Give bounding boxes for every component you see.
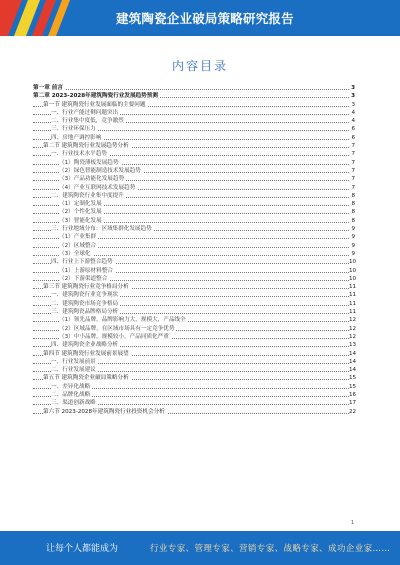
toc-entry[interactable] [33,333,355,341]
toc-entry[interactable] [33,316,355,324]
toc-entry-text: 四、行业上下游整合趋势 [51,259,113,266]
toc-entry-page: 11 [349,284,357,291]
toc-entry-text: （3）全球化 [59,250,91,257]
toc-entry-text: （2）区域整合 [59,242,97,249]
toc-entry-page: 8 [349,208,355,216]
table-of-contents [33,84,355,416]
toc-entry-page: 9 [349,225,355,233]
toc-entry[interactable] [33,341,355,349]
toc-entry[interactable] [33,175,355,183]
toc-entry-text: （3）智能化发展 [59,217,102,224]
toc-entry[interactable] [33,358,355,366]
toc-entry-text: 二、建筑陶瓷市场竞争格局 [51,300,119,307]
toc-entry-page: 12 [349,333,357,340]
toc-entry-text: （3）产品功能化发展趋势 [59,176,125,183]
toc-entry-page: 14 [349,358,357,365]
toc-entry-page: 6 [349,125,355,133]
toc-entry[interactable] [33,383,355,391]
toc-entry-page: 7 [349,150,355,158]
toc-entry[interactable] [33,233,355,241]
toc-entry-text: 一、行业产能过剩问题突出 [51,109,119,116]
toc-entry-page: 12 [349,325,357,332]
footer-slogan-left: 让每个人都能成为 [46,544,119,554]
toc-entry[interactable] [33,242,355,250]
toc-entry-text: 二、品牌化战略 [51,391,91,398]
toc-entry-text: 第一节 建筑陶瓷行业发展面临的主要问题 [43,101,146,108]
toc-entry-page: 7 [349,159,355,167]
toc-entry[interactable] [33,134,355,142]
toc-entry-page: 22 [349,408,357,415]
toc-entry-text: 第二章 2023-2028年建筑陶瓷行业发展趋势预测 [33,93,158,100]
toc-entry[interactable] [33,283,355,291]
toc-entry[interactable] [33,200,355,208]
toc-entry-text: 一、建筑陶瓷行业竞争现状 [51,292,119,299]
toc-entry[interactable] [33,84,355,92]
toc-entry-page: 7 [349,142,355,150]
report-title: 建筑陶瓷企业破局策略研究报告 [116,11,294,26]
toc-entry[interactable] [33,208,355,216]
toc-entry-text: 三、渠道创新战略 [51,400,96,407]
toc-entry-text: 四、房地产调控影响 [51,134,102,141]
toc-entry[interactable] [33,109,355,117]
toc-entry-page: 14 [349,367,357,374]
toc-entry-page: 7 [349,175,355,183]
toc-entry[interactable] [33,374,355,382]
toc-entry[interactable] [33,167,355,175]
toc-entry-page: 9 [349,233,355,241]
toc-entry-page: 11 [349,300,357,307]
header-stripes-decoration [0,0,96,36]
toc-entry-page: 11 [349,309,357,316]
toc-leader-dots [33,89,349,90]
toc-entry[interactable] [33,142,355,150]
toc-entry-page: 8 [349,200,355,208]
toc-entry[interactable] [33,350,355,358]
toc-entry-page: 3 [349,101,355,109]
toc-entry-page: 14 [349,350,357,357]
toc-entry-text: 一、行业技术水平趋势 [51,151,107,158]
toc-entry-text: 第二节 建筑陶瓷行业发展趋势分析 [43,143,129,150]
toc-entry-page: 8 [349,192,355,200]
toc-entry-text: （1）领先品牌，品牌影响力大，规模大，产品线全 [59,317,186,324]
toc-entry[interactable] [33,92,355,100]
page-number: 1 [350,520,354,526]
toc-entry-page: 3 [349,92,355,100]
toc-title: 内容目录 [171,59,228,73]
toc-entry[interactable] [33,408,355,416]
toc-entry[interactable] [33,308,355,316]
toc-entry-text: （1）上游原材料整合 [59,267,113,274]
toc-entry-text: 第一章 前言 [33,85,63,91]
toc-entry-page: 7 [349,167,355,175]
toc-entry-text: （2）下游渠道整合 [59,275,108,282]
toc-entry-text: 一、行业发展前景 [51,358,96,365]
toc-entry-page: 6 [349,134,355,142]
toc-entry[interactable] [33,291,355,299]
toc-entry-text: 二、行业发展建议 [51,367,96,374]
toc-entry-text: （2）绿色智能制造技术发展趋势 [59,167,141,174]
toc-entry-page: 15 [349,375,357,382]
toc-entry-text: （1）定制化发展 [59,201,102,208]
toc-entry-page: 7 [349,184,355,192]
toc-entry[interactable] [33,325,355,333]
toc-entry[interactable] [33,250,355,258]
toc-entry-text: 一、差异化战略 [51,383,91,390]
toc-entry-page: 3 [349,84,355,92]
toc-entry-text: （4）产业互联网技术发展趋势 [59,184,136,191]
toc-entry-text: 三、行业环保压力 [51,126,96,133]
toc-entry-page: 10 [349,259,357,266]
toc-entry-text: （2）区域品牌，在区域市场具有一定竞争优势 [59,325,175,332]
toc-entry-text: 第四节 建筑陶瓷行业发展前景展望 [43,350,129,357]
toc-entry-page: 15 [349,383,357,390]
toc-entry-text: 第三节 建筑陶瓷行业竞争格局分析 [43,284,129,291]
toc-entry[interactable] [33,267,355,275]
toc-entry[interactable] [33,117,355,125]
toc-entry-page: 4 [349,117,355,125]
toc-entry-text: （2）个性化发展 [59,209,102,216]
toc-entry[interactable] [33,391,355,399]
toc-entry-text: 二、建筑陶瓷行业集中度提升 [51,192,124,199]
toc-entry[interactable] [33,366,355,374]
toc-entry-text: 三、行业地域分布：区域集群化发展趋势 [51,226,152,233]
toc-entry-page: 17 [349,400,357,407]
toc-entry-text: 三、建筑陶瓷品牌格局分析 [51,309,119,316]
toc-entry-text: （1）陶瓷薄板发展趋势 [59,159,119,166]
toc-entry[interactable] [33,399,355,407]
toc-entry[interactable] [33,300,355,308]
toc-entry-text: （3）中小品牌，规模较小，产品同质化严重 [59,333,169,340]
toc-entry-page: 12 [349,317,357,324]
toc-entry[interactable] [33,192,355,200]
toc-entry[interactable] [33,258,355,266]
toc-entry-page: 11 [349,292,357,299]
toc-entry-page: 8 [349,217,355,225]
toc-entry[interactable] [33,275,355,283]
toc-entry-page: 10 [349,267,357,274]
toc-entry-page: 4 [349,109,355,117]
toc-entry-page: 9 [349,250,355,258]
toc-entry-page: 13 [349,342,357,349]
toc-entry-page: 9 [349,242,355,250]
toc-entry-text: 二、行业集中度低，竞争激烈 [51,118,124,125]
toc-entry[interactable] [33,125,355,133]
footer-slogan-right: 行业专家、管理专家、营销专家、战略专家、成功企业家…… [150,544,391,554]
toc-entry-page: 10 [349,275,357,282]
toc-entry[interactable] [33,101,355,109]
toc-entry[interactable] [33,217,355,225]
toc-entry-text: 第五节 建筑陶瓷企业破局策略分析 [43,375,129,382]
header-bar [0,0,400,36]
toc-entry[interactable] [33,159,355,167]
toc-entry-text: 第六节 2023-2028年建筑陶瓷行业投资机会分析 [43,408,165,415]
toc-entry-text: （1）产业集群 [59,234,97,241]
footer-bar [0,531,400,565]
toc-entry-page: 16 [349,391,357,398]
toc-entry[interactable] [33,184,355,192]
toc-entry-text: 四、建筑陶瓷企业战略分析 [51,342,119,349]
toc-entry[interactable] [33,150,355,158]
toc-entry[interactable] [33,225,355,233]
